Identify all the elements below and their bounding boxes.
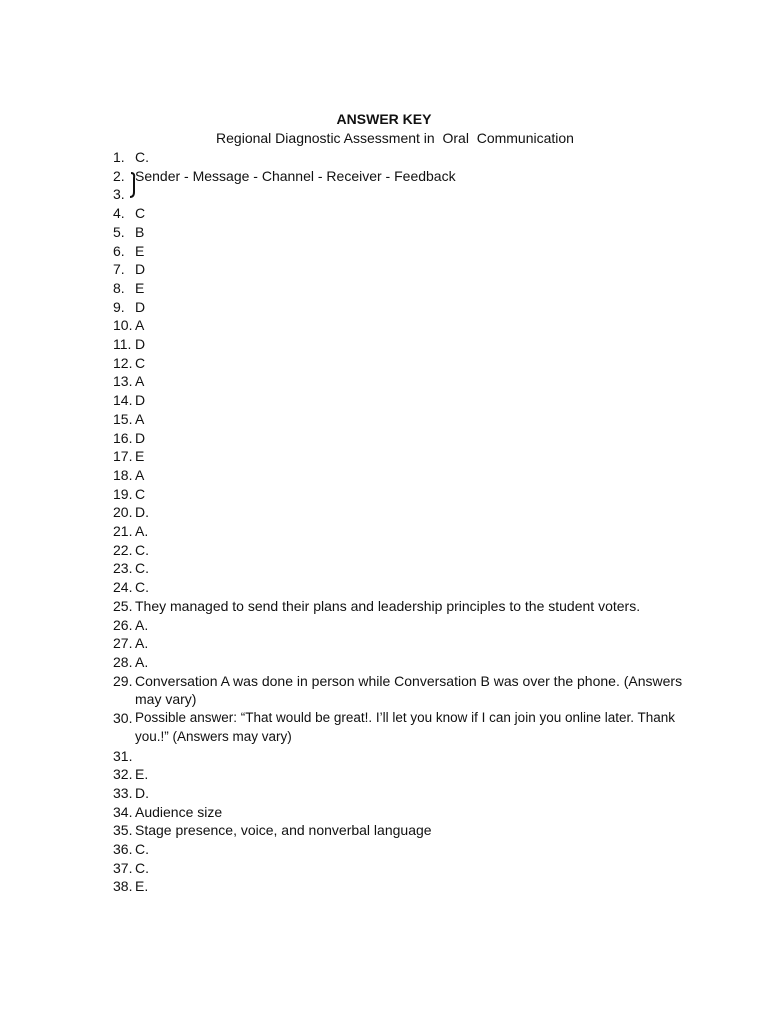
answer-text: A [135,373,145,390]
answer-item [113,821,693,840]
answer-number: 1. [113,149,125,165]
answer-text: B [135,223,145,240]
answer-number: 12. [113,354,133,371]
answer-item [113,709,693,746]
answer-text: C [135,354,146,371]
answer-text: A [135,317,145,334]
answer-item [113,503,693,522]
answer-text [135,185,693,204]
answer-item [113,597,693,616]
answer-text: Possible answer: “That would be great!. I’ll let you know if I can join you online later. Thank you.!” (Answers may vary) [135,710,676,744]
answer-number: 34. [113,803,133,820]
answer-item [113,279,693,298]
answer-item [113,429,693,448]
answer-text: A. [135,653,149,670]
answer-number: 27. [113,635,133,652]
answer-number: 3. [113,186,125,203]
answer-item [113,204,693,223]
answer-item [113,372,693,391]
answer-number: 38. [113,878,133,895]
answer-text: E [135,448,145,465]
answer-number: 33. [113,784,133,801]
answer-number: 35. [113,822,133,839]
answer-item [113,784,693,803]
answer-item [113,335,693,354]
answer-text: C [135,485,146,502]
answer-text: E. [135,878,149,895]
answer-number: 21. [113,523,133,540]
answer-text: Conversation A was done in person while Conversation B was over the phone. (Answers may vary) [135,672,683,708]
answer-text: A. [135,616,149,633]
answer-text: Stage presence, voice, and nonverbal language [135,822,432,839]
answer-number: 23. [113,560,133,577]
answer-text [135,747,693,766]
answer-text: A. [135,635,149,652]
answer-number: 31. [113,747,133,764]
answer-text: C [135,205,146,222]
answer-number: 28. [113,653,133,670]
answer-number: 2. [113,167,125,184]
answer-number: 24. [113,579,133,596]
answer-item [113,859,693,878]
answer-text: E. [135,766,149,783]
answer-number: 18. [113,466,133,483]
answer-number: 5. [113,223,125,240]
answer-text: Audience size [135,803,223,820]
answer-item [113,672,693,709]
answer-number: 36. [113,841,133,858]
answer-item [113,877,693,896]
answer-text: They managed to send their plans and leadership principles to the student voters. [135,597,641,614]
answer-number: 32. [113,766,133,783]
answer-number: 17. [113,448,133,465]
answer-item [113,616,693,635]
answer-number: 13. [113,373,133,390]
answer-list [113,148,693,896]
answer-text: D. [135,784,149,801]
answer-number: 7. [113,261,125,278]
answer-number: 19. [113,485,133,502]
answer-item [113,522,693,541]
answer-item [113,447,693,466]
answer-text: C. [135,841,149,858]
answer-text: C. [135,541,149,558]
answer-text: E [135,279,145,296]
document-title: ANSWER KEY [336,111,432,127]
answer-number: 14. [113,392,133,409]
answer-number: 22. [113,541,133,558]
answer-item [113,559,693,578]
answer-item [113,765,693,784]
answer-text: C. [135,149,149,165]
answer-text: E [135,242,145,259]
answer-item [113,298,693,317]
answer-item [113,578,693,597]
answer-number: 8. [113,279,125,296]
answer-item [113,653,693,672]
answer-number: 15. [113,410,133,427]
answer-number: 16. [113,429,133,446]
answer-text: Sender - Message - Channel - Receiver - Feedback [135,167,456,184]
answer-text: C. [135,859,149,876]
answer-text: A. [135,523,149,540]
answer-item [113,803,693,822]
answer-item [113,242,693,261]
answer-text: D [135,261,146,278]
answer-item [113,148,693,167]
answer-text: D [135,298,146,315]
document-subtitle: Regional Diagnostic Assessment in Oral Communication [216,130,574,146]
answer-text: C. [135,579,149,596]
answer-item [113,316,693,335]
answer-number: 25. [113,597,133,614]
answer-number: 11. [113,336,132,353]
answer-item [113,747,693,766]
answer-item [113,541,693,560]
answer-text: D [135,429,146,446]
answer-item [113,485,693,504]
answer-text: A [135,410,145,427]
answer-number: 20. [113,504,133,521]
answer-number: 6. [113,242,125,259]
answer-number: 26. [113,616,133,633]
answer-text: D [135,336,146,353]
answer-item [113,840,693,859]
answer-number: 9. [113,298,125,315]
bracket-mark [129,172,137,198]
answer-item [113,185,693,204]
answer-number: 29. [113,672,133,689]
answer-item [113,634,693,653]
answer-item [113,354,693,373]
answer-item [113,260,693,279]
answer-number: 37. [113,859,133,876]
answer-number: 30. [113,710,133,727]
answer-number: 4. [113,205,125,222]
answer-item [113,223,693,242]
answer-text: C. [135,560,149,577]
answer-text: D [135,392,146,409]
answer-item [113,466,693,485]
answer-number: 10. [113,317,133,334]
answer-item [113,167,693,186]
answer-text: A [135,466,145,483]
answer-item [113,391,693,410]
answer-item [113,410,693,429]
answer-text: D. [135,504,149,521]
